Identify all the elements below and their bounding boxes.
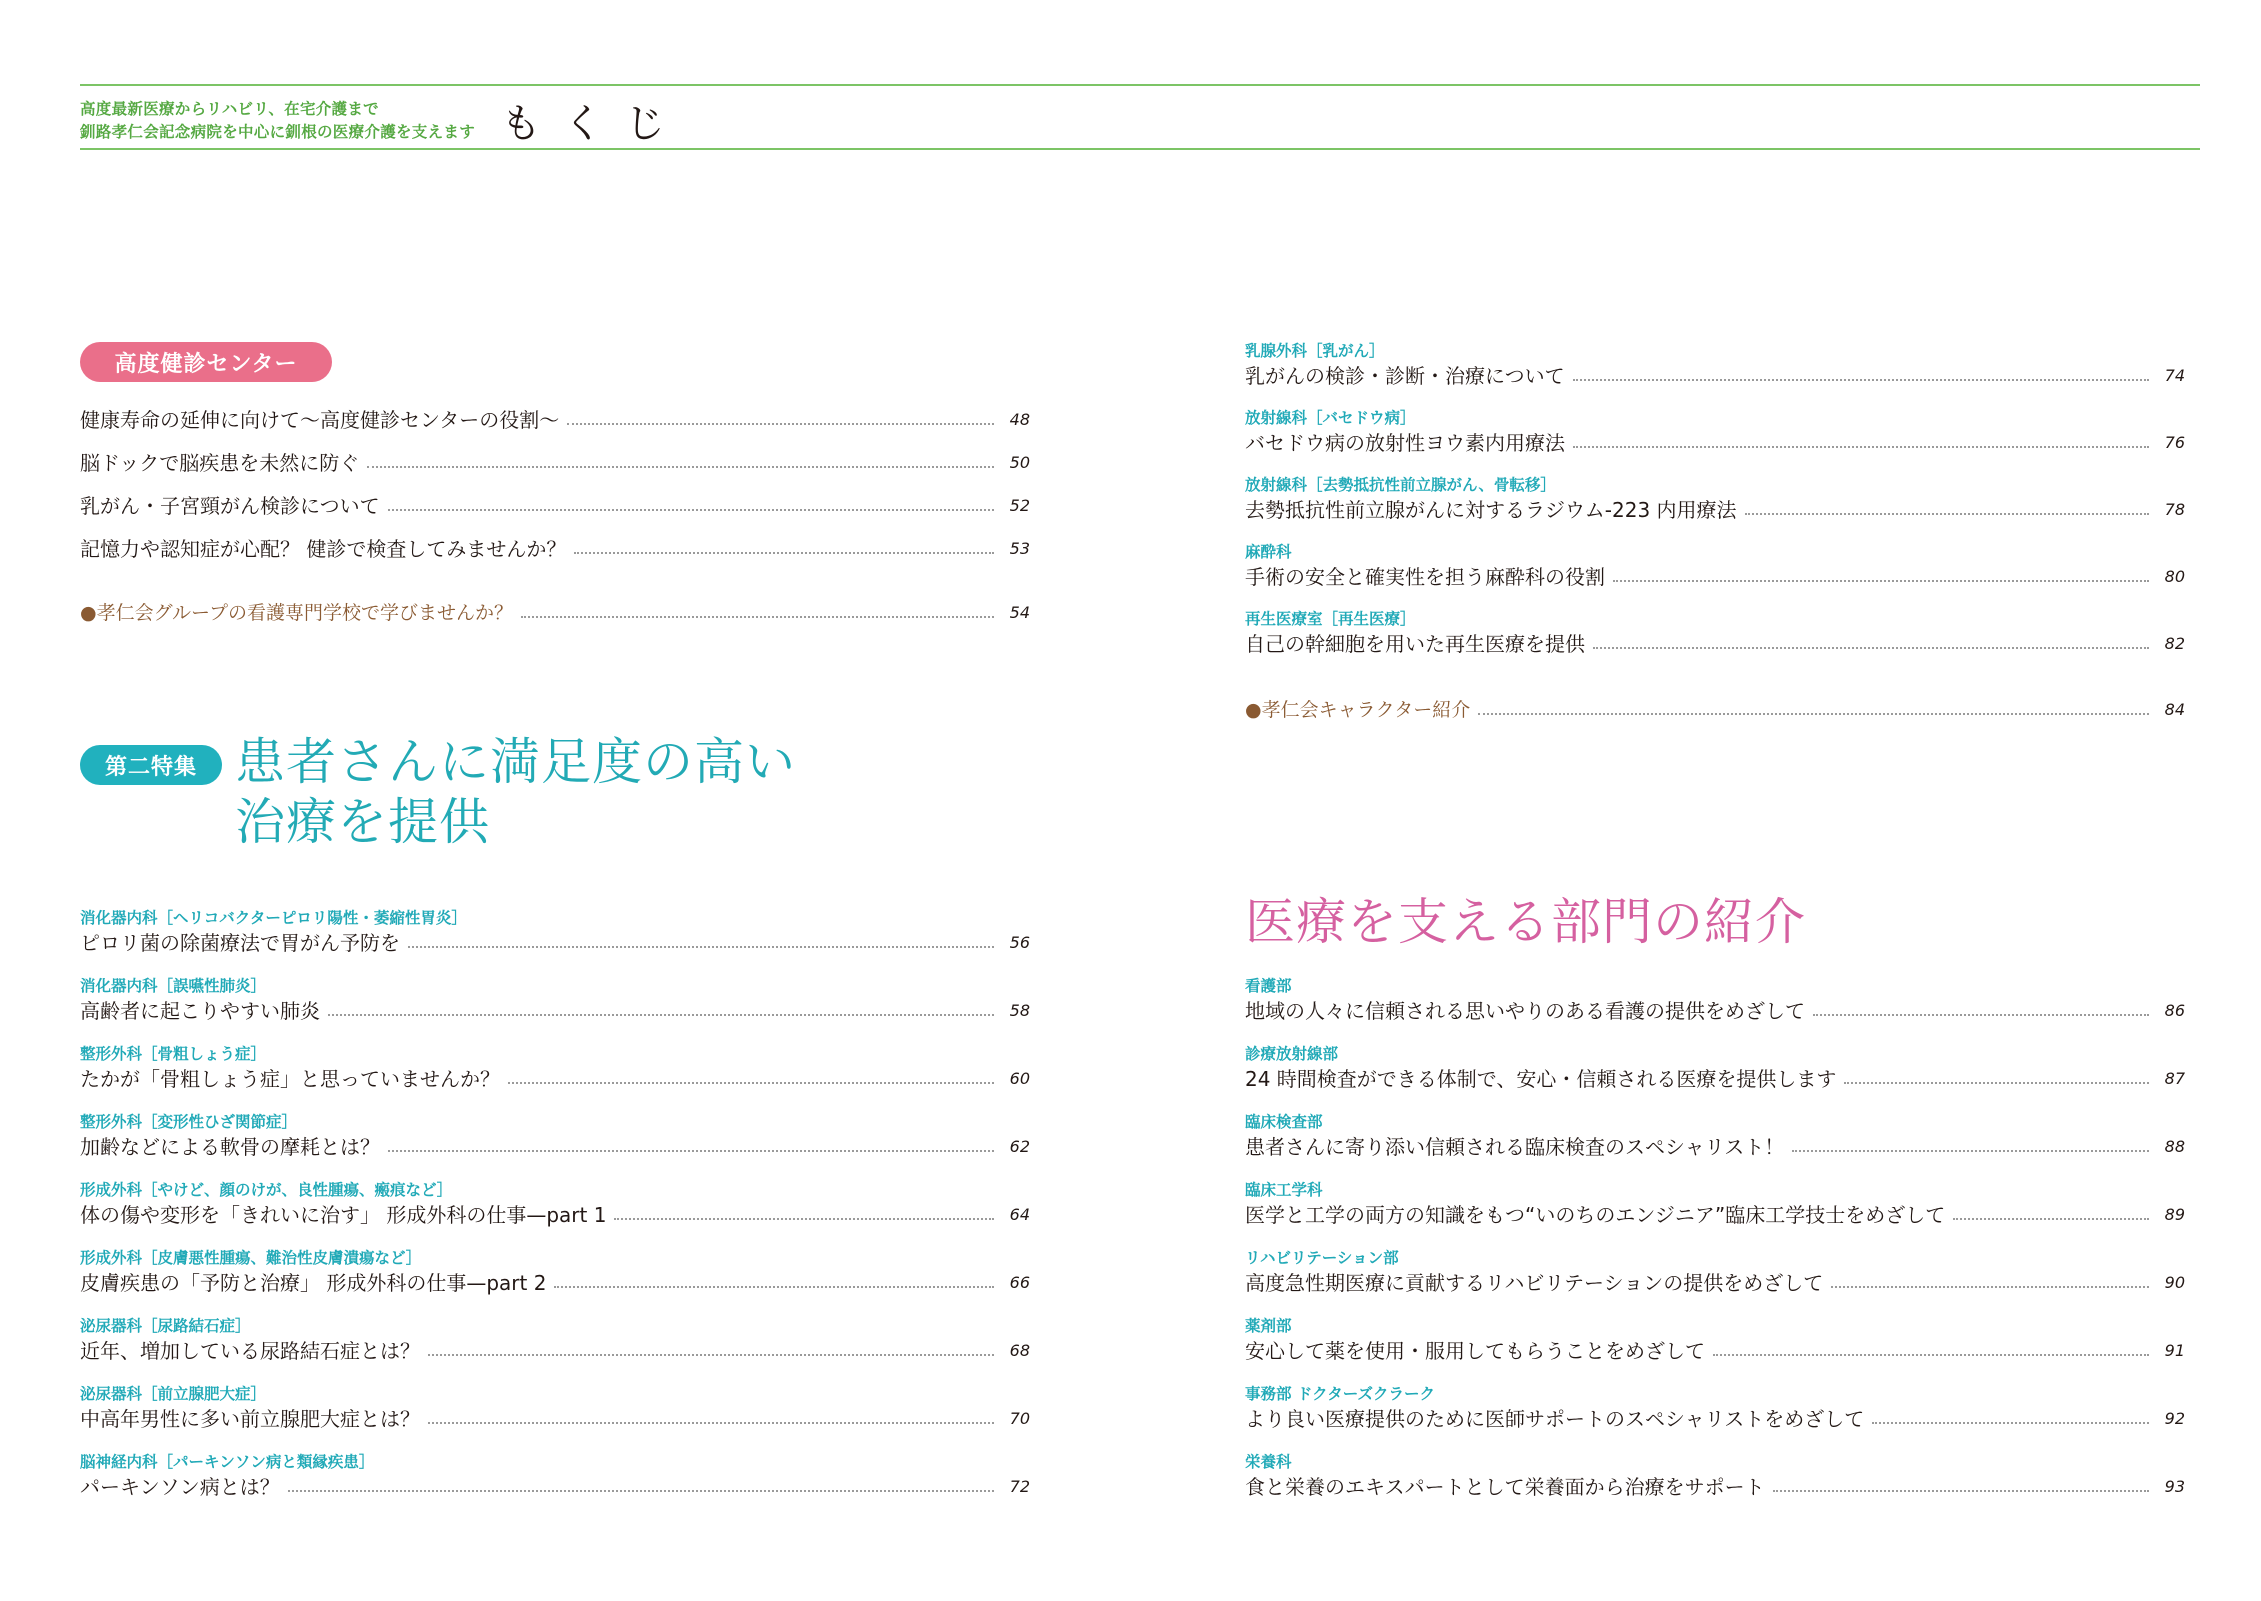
toc-entry-extra[interactable]	[80, 599, 1030, 627]
entry-title: 乳がんの検診・診断・治療について	[1245, 364, 1565, 388]
toc-entry[interactable]	[1245, 1383, 2185, 1433]
leader-dots	[1773, 1490, 2149, 1492]
page-number: 90	[2164, 1273, 2185, 1292]
toc-entry[interactable]	[80, 406, 1030, 434]
entry-category: 放射線科［バセドウ病］	[1245, 409, 1416, 427]
toc-entry[interactable]	[80, 907, 1030, 957]
entry-title: 健康寿命の延伸に向けて〜高度健診センターの役割〜	[80, 408, 560, 432]
header-top-rule	[80, 84, 2200, 86]
entry-title: 皮膚疾患の「予防と治療」 形成外科の仕事—part 2	[80, 1271, 547, 1295]
entry-title: 記憶力や認知症が心配？ 健診で検査してみませんか？	[80, 537, 567, 561]
entry-category: 臨床検査部	[1245, 1113, 1323, 1131]
toc-entry[interactable]	[1245, 407, 2185, 457]
page-number: 56	[1009, 933, 1030, 952]
entry-category: 診療放射線部	[1245, 1045, 1339, 1063]
page-number: 82	[2164, 634, 2185, 653]
leader-dots	[1573, 379, 2149, 381]
toc-entry[interactable]	[80, 1179, 1030, 1229]
feature2-title	[235, 732, 796, 852]
entry-title: 乳がん・子宮頸がん検診について	[80, 494, 380, 518]
entry-category: 臨床工学科	[1245, 1181, 1323, 1199]
leader-dots	[1613, 580, 2149, 582]
entry-category: 乳腺外科［乳がん］	[1245, 342, 1385, 360]
entry-category: 形成外科［皮膚悪性腫瘍、難治性皮膚潰瘍など］	[80, 1249, 422, 1267]
entry-category: 再生医療室［再生医療］	[1245, 610, 1416, 628]
entry-category: 整形外科［骨粗しょう症］	[80, 1045, 267, 1063]
leader-dots	[1831, 1286, 2149, 1288]
toc-entry-extra[interactable]	[1245, 696, 2185, 724]
entry-title: ●孝仁会キャラクター紹介	[1245, 699, 1471, 721]
toc-entry[interactable]	[1245, 474, 2185, 524]
toc-entry[interactable]	[80, 1451, 1030, 1501]
page-number: 50	[1009, 453, 1030, 472]
leader-dots	[554, 1286, 994, 1288]
entry-category: 看護部	[1245, 977, 1292, 995]
toc-entry[interactable]	[80, 975, 1030, 1025]
toc-entry[interactable]	[80, 449, 1030, 477]
page-number: 62	[1009, 1137, 1030, 1156]
page-number: 87	[2164, 1069, 2185, 1088]
leader-dots	[1593, 647, 2149, 649]
entry-title: 医学と工学の両方の知識をもつ“いのちのエンジニア”臨床工学技士をめざして	[1245, 1203, 1946, 1227]
page-header	[80, 92, 687, 149]
toc-entry[interactable]	[1245, 608, 2185, 658]
page-number: 76	[2164, 433, 2185, 452]
entry-category: 脳神経内科［パーキンソン病と類縁疾患］	[80, 1453, 375, 1471]
page-number: 53	[1009, 539, 1030, 558]
entry-category: 消化器内科［ヘリコバクターピロリ陽性・萎縮性胃炎］	[80, 909, 467, 927]
leader-dots	[614, 1218, 994, 1220]
page-title: もくじ	[501, 101, 688, 147]
entry-title: パーキンソン病とは？	[80, 1475, 280, 1499]
entry-title: 手術の安全と確実性を担う麻酔科の役割	[1245, 565, 1605, 589]
page-number: 66	[1009, 1273, 1030, 1292]
toc-entry[interactable]	[1245, 1247, 2185, 1297]
feature2-title-line1: 患者さんに満足度の高い	[235, 733, 796, 791]
leader-dots	[388, 1150, 994, 1152]
header-subtitle-line1: 高度最新医療からリハビリ、在宅介護まで	[80, 99, 379, 118]
toc-entry[interactable]	[1245, 1315, 2185, 1365]
leader-dots	[521, 616, 994, 618]
entry-title: 去勢抵抗性前立腺がんに対するラジウム-223 内用療法	[1245, 498, 1737, 522]
leader-dots	[288, 1490, 994, 1492]
toc-entry[interactable]	[1245, 1111, 2185, 1161]
toc-entry[interactable]	[1245, 541, 2185, 591]
leader-dots	[388, 509, 994, 511]
entry-category: 麻酔科	[1245, 543, 1292, 561]
section-badge-checkup: 高度健診センター	[80, 342, 332, 382]
page-number: 93	[2164, 1477, 2185, 1496]
toc-entry[interactable]	[1245, 1179, 2185, 1229]
feature2-title-line2: 治療を提供	[235, 793, 490, 851]
entry-category: 泌尿器科［尿路結石症］	[80, 1317, 251, 1335]
page-number: 68	[1009, 1341, 1030, 1360]
page-number: 70	[1009, 1409, 1030, 1428]
leader-dots	[1844, 1082, 2149, 1084]
toc-entry[interactable]	[1245, 1043, 2185, 1093]
page-number: 80	[2164, 567, 2185, 586]
entry-title: ピロリ菌の除菌療法で胃がん予防を	[80, 931, 400, 955]
entry-title: 加齢などによる軟骨の摩耗とは？	[80, 1135, 380, 1159]
entry-title: 患者さんに寄り添い信頼される臨床検査のスペシャリスト！	[1245, 1135, 1785, 1159]
toc-entry[interactable]	[80, 1247, 1030, 1297]
page-number: 60	[1009, 1069, 1030, 1088]
leader-dots	[328, 1014, 994, 1016]
leader-dots	[1792, 1150, 2149, 1152]
entry-category: 整形外科［変形性ひざ関節症］	[80, 1113, 298, 1131]
leader-dots	[1872, 1422, 2149, 1424]
entry-title: バセドウ病の放射性ヨウ素内用療法	[1245, 431, 1565, 455]
leader-dots	[1953, 1218, 2149, 1220]
entry-category: 消化器内科［誤嚥性肺炎］	[80, 977, 267, 995]
entry-title: たかが「骨粗しょう症」と思っていませんか？	[80, 1067, 500, 1091]
leader-dots	[1478, 713, 2149, 715]
page-number: 54	[1009, 603, 1030, 622]
entry-category: 事務部 ドクターズクラーク	[1245, 1385, 1436, 1403]
page-number: 64	[1009, 1205, 1030, 1224]
leader-dots	[428, 1354, 994, 1356]
header-subtitle-line2: 釧路孝仁会記念病院を中心に釧根の医療介護を支えます	[80, 122, 476, 141]
entry-category: 栄養科	[1245, 1453, 1292, 1471]
toc-entry[interactable]	[80, 1043, 1030, 1093]
toc-entry[interactable]	[1245, 975, 2185, 1025]
leader-dots	[1813, 1014, 2149, 1016]
page-number: 48	[1009, 410, 1030, 429]
entry-title: 安心して薬を使用・服用してもらうことをめざして	[1245, 1339, 1705, 1363]
entry-title: 中高年男性に多い前立腺肥大症とは？	[80, 1407, 420, 1431]
entry-category: 放射線科［去勢抵抗性前立腺がん、骨転移］	[1245, 476, 1556, 494]
page-number: 89	[2164, 1205, 2185, 1224]
page-number: 52	[1009, 496, 1030, 515]
entry-title: 高度急性期医療に貢献するリハビリテーションの提供をめざして	[1245, 1271, 1824, 1295]
leader-dots	[428, 1422, 994, 1424]
toc-entry[interactable]	[1245, 1451, 2185, 1501]
entry-title: 近年、増加している尿路結石症とは？	[80, 1339, 420, 1363]
entry-title: 地域の人々に信頼される思いやりのある看護の提供をめざして	[1245, 999, 1805, 1023]
entry-category: 薬剤部	[1245, 1317, 1292, 1335]
entry-title: 自己の幹細胞を用いた再生医療を提供	[1245, 632, 1585, 656]
entry-category: 形成外科［やけど、顔のけが、良性腫瘍、瘢痕など］	[80, 1181, 453, 1199]
toc-entry[interactable]	[80, 1111, 1030, 1161]
entry-category: 泌尿器科［前立腺肥大症］	[80, 1385, 267, 1403]
toc-entry[interactable]	[80, 1383, 1030, 1433]
entry-title: ●孝仁会グループの看護専門学校で学びませんか？	[80, 602, 514, 624]
page-number: 84	[2164, 700, 2185, 719]
page-number: 72	[1009, 1477, 1030, 1496]
departments-title: 医療を支える部門の紹介	[1245, 893, 1806, 951]
section-badge-feature2: 第二特集	[80, 745, 222, 785]
leader-dots	[1713, 1354, 2149, 1356]
leader-dots	[408, 946, 994, 948]
toc-entry[interactable]	[80, 535, 1030, 563]
leader-dots	[1745, 513, 2149, 515]
leader-dots	[1573, 446, 2149, 448]
entry-category: リハビリテーション部	[1245, 1249, 1399, 1267]
entry-title: 高齢者に起こりやすい肺炎	[80, 999, 320, 1023]
leader-dots	[367, 466, 994, 468]
entry-title: 24 時間検査ができる体制で、安心・信頼される医療を提供します	[1245, 1067, 1837, 1091]
entry-title: より良い医療提供のために医師サポートのスペシャリストをめざして	[1245, 1407, 1865, 1431]
leader-dots	[508, 1082, 994, 1084]
entry-title: 食と栄養のエキスパートとして栄養面から治療をサポート	[1245, 1475, 1765, 1499]
page-number: 78	[2164, 500, 2185, 519]
toc-entry[interactable]	[80, 492, 1030, 520]
page-number: 91	[2164, 1341, 2185, 1360]
page-number: 58	[1009, 1001, 1030, 1020]
toc-entry[interactable]	[1245, 340, 2185, 390]
leader-dots	[567, 423, 994, 425]
entry-title: 脳ドックで脳疾患を未然に防ぐ	[80, 451, 360, 475]
page-number: 92	[2164, 1409, 2185, 1428]
header-subtitle	[80, 98, 475, 144]
page-number: 74	[2164, 366, 2185, 385]
page-number: 88	[2164, 1137, 2185, 1156]
toc-entry[interactable]	[80, 1315, 1030, 1365]
page-number: 86	[2164, 1001, 2185, 1020]
entry-title: 体の傷や変形を「きれいに治す」 形成外科の仕事—part 1	[80, 1203, 607, 1227]
leader-dots	[574, 552, 994, 554]
